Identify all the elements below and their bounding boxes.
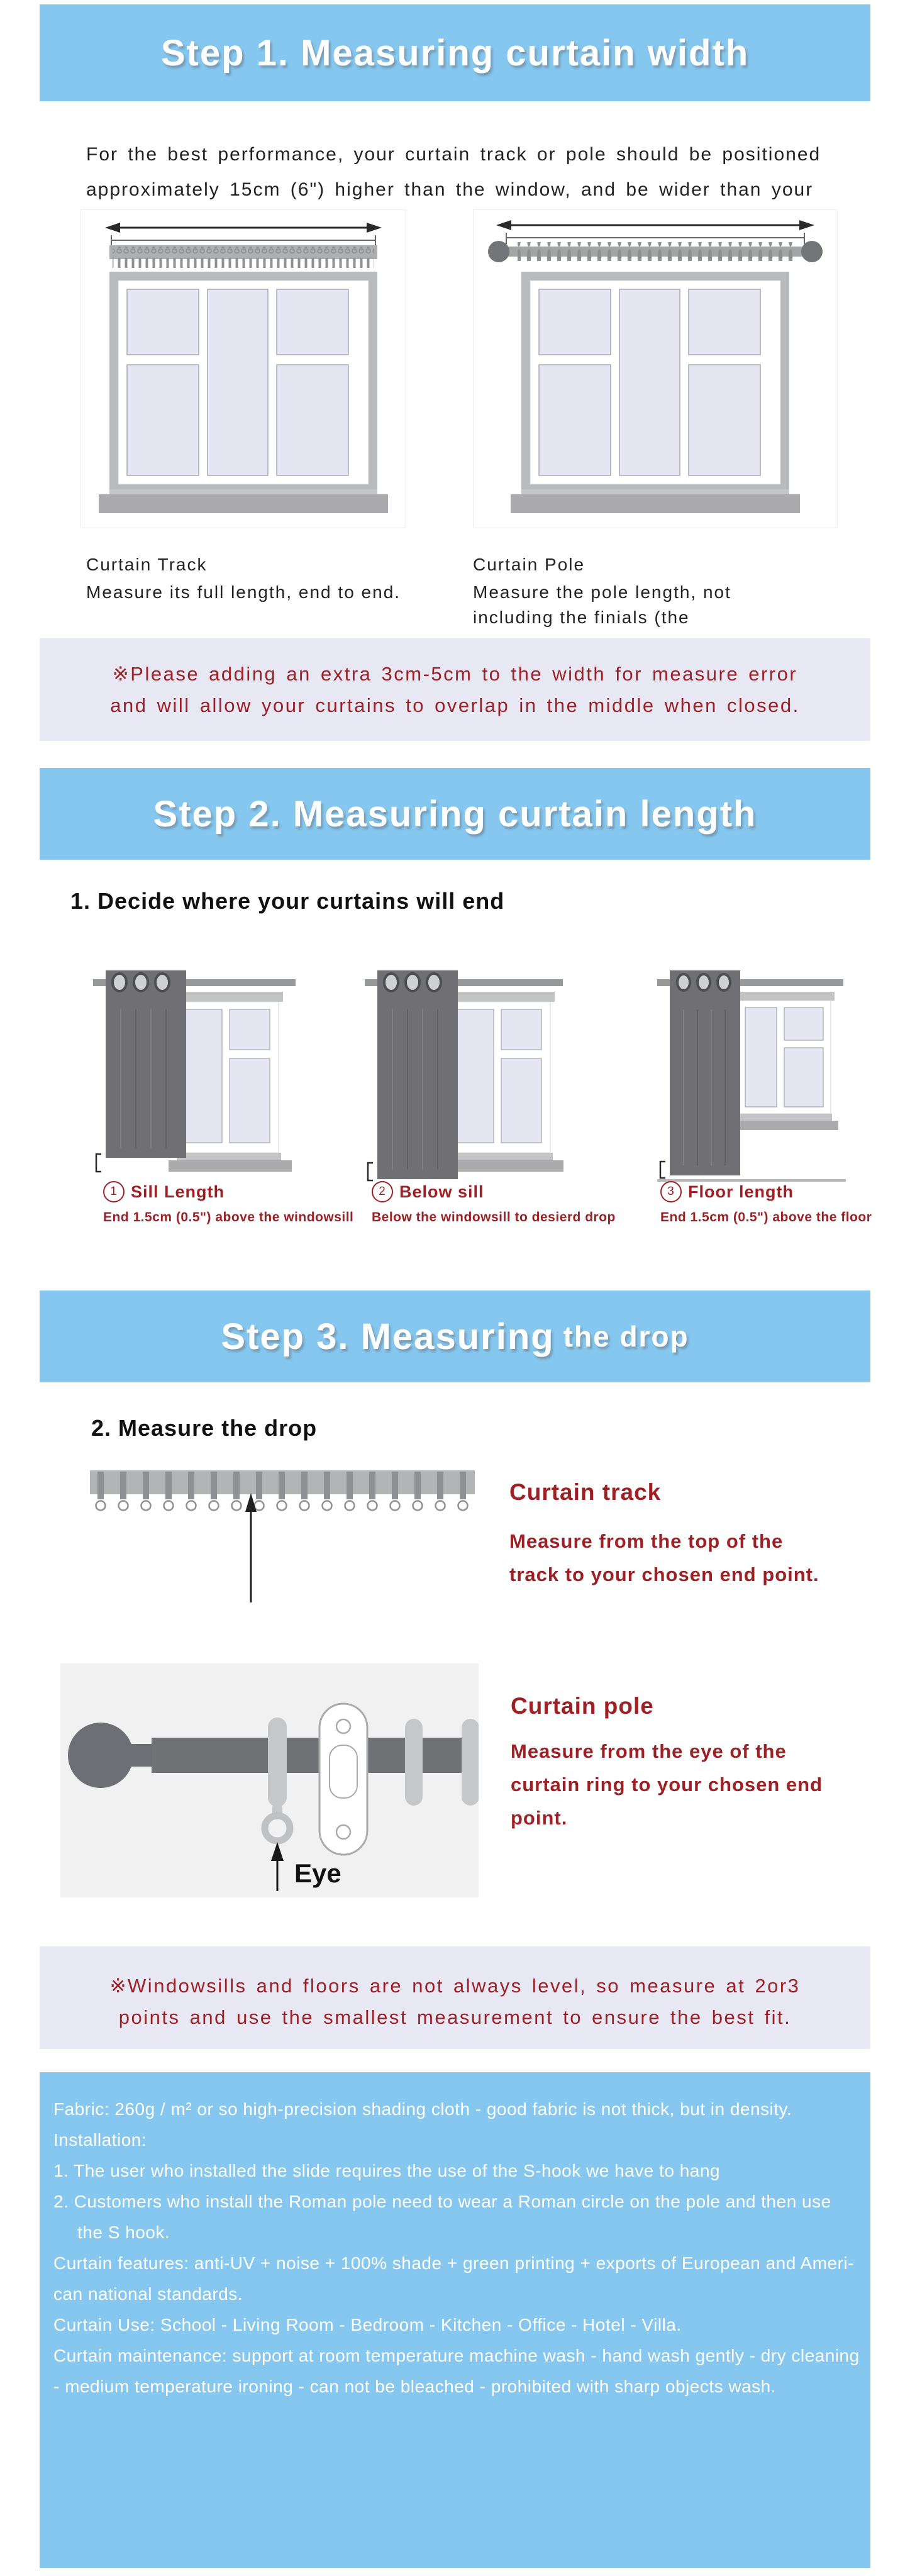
floor-length-caption bbox=[660, 1181, 910, 1225]
drop-note-line1: ※Windowsills and floors are not always level, so measure at 2or3 bbox=[109, 1975, 801, 1997]
floor-length-title: Floor length bbox=[688, 1182, 794, 1201]
drop-track-drawing bbox=[90, 1469, 476, 1604]
window-with-pole-drawing bbox=[474, 210, 837, 528]
window-with-track-drawing bbox=[81, 210, 406, 528]
finial-ball bbox=[68, 1723, 133, 1788]
below-sill-illustration bbox=[365, 965, 572, 1187]
width-note-box bbox=[40, 638, 870, 741]
drop-track-title: Curtain track bbox=[509, 1479, 662, 1505]
pole-caption-line1: Measure the pole length, not bbox=[473, 582, 731, 602]
window-drawing bbox=[109, 272, 377, 493]
step3-heading: 2. Measure the drop bbox=[91, 1415, 318, 1441]
sill-length-caption bbox=[103, 1181, 367, 1225]
drop-pole-line1: Measure from the eye of the bbox=[511, 1740, 787, 1762]
pole-caption-line2: including the finials (the bbox=[473, 608, 690, 627]
info-features-2: can national standards. bbox=[53, 2284, 243, 2304]
step3-banner-main: Step 3. Measuring bbox=[221, 1316, 555, 1357]
drop-pole-line2: curtain ring to your chosen end bbox=[511, 1774, 823, 1796]
step1-intro-line1: For the best performance, your curtain track or pole should be positioned bbox=[86, 144, 821, 165]
sill-length-drawing bbox=[93, 965, 301, 1184]
sill-length-desc: End 1.5cm (0.5") above the windowsill bbox=[103, 1210, 354, 1224]
drop-pole-line3: point. bbox=[511, 1807, 568, 1829]
info-maintenance-2: - medium temperature ironing - can not be bleached - prohibited with sharp objects wash. bbox=[53, 2377, 777, 2396]
drop-pole-body bbox=[511, 1735, 888, 1835]
curtain-panel bbox=[106, 970, 186, 1158]
width-note-line2: and will allow your curtains to overlap in the middle when closed. bbox=[110, 694, 800, 716]
info-installation: Installation: bbox=[53, 2130, 147, 2150]
step1-banner bbox=[40, 4, 870, 101]
info-fabric: Fabric: 260g / m² or so high-precision shading cloth - good fabric is not thick, but in density. bbox=[53, 2099, 792, 2119]
circled-number-1: 1 bbox=[103, 1181, 125, 1202]
step2-banner-title: Step 2. Measuring curtain length bbox=[153, 793, 757, 835]
step1-intro-line2: approximately 15cm (6") higher than the window, and be wider than your bbox=[86, 179, 814, 200]
measure-bracket bbox=[111, 235, 375, 247]
width-arrow-icon bbox=[496, 220, 814, 230]
below-sill-desc: Below the windowsill to desierd drop bbox=[372, 1210, 616, 1224]
drop-track-body bbox=[509, 1524, 862, 1591]
step3-banner bbox=[40, 1291, 870, 1382]
drop-track-line1: Measure from the top of the bbox=[509, 1530, 784, 1552]
width-note-line1: ※Please adding an extra 3cm-5cm to the width for measure error bbox=[112, 663, 798, 685]
drop-note-line2: points and use the smallest measurement to ensure the best fit. bbox=[118, 2006, 792, 2028]
measure-mark bbox=[660, 1162, 665, 1178]
curtain-track-width-illustration bbox=[80, 209, 406, 528]
drop-track-illustration bbox=[90, 1469, 476, 1607]
info-maintenance-1: Curtain maintenance: support at room temperature machine wash - hand wash gently - dry cleaning bbox=[53, 2346, 860, 2365]
below-sill-drawing bbox=[365, 965, 572, 1184]
track-caption-body: Measure its full length, end to end. bbox=[86, 582, 401, 602]
drop-note-box bbox=[40, 1946, 870, 2049]
windowsill bbox=[511, 489, 800, 513]
step2-heading: 1. Decide where your curtains will end bbox=[70, 888, 505, 914]
window-partial bbox=[169, 992, 292, 1172]
circled-number-2: 2 bbox=[372, 1181, 393, 1202]
curtain-pole-width-illustration bbox=[473, 209, 838, 528]
left-finial bbox=[488, 241, 509, 262]
step1-banner-title: Step 1. Measuring curtain width bbox=[160, 32, 750, 74]
pole-caption bbox=[473, 552, 850, 630]
circled-number-3: 3 bbox=[660, 1181, 682, 1202]
info-install-1: 1. The user who installed the slide requires the use of the S-hook we have to hang bbox=[53, 2161, 721, 2180]
info-install-2b: the S hook. bbox=[77, 2223, 170, 2242]
curtain-panel bbox=[377, 970, 458, 1179]
finial-neck bbox=[130, 1744, 153, 1767]
track-caption-title: Curtain Track bbox=[86, 555, 208, 574]
pole-caption-title: Curtain Pole bbox=[473, 555, 585, 574]
drop-pole-title: Curtain pole bbox=[511, 1693, 654, 1719]
eye-label: Eye bbox=[294, 1858, 341, 1888]
drop-pole-illustration bbox=[60, 1663, 479, 1901]
right-finial bbox=[801, 241, 823, 262]
windowsill bbox=[99, 489, 388, 513]
window-partial bbox=[440, 992, 563, 1172]
step2-banner bbox=[40, 768, 870, 860]
curtain-pole-bar bbox=[488, 241, 823, 262]
below-sill-title: Below sill bbox=[399, 1182, 484, 1201]
drop-pole-drawing bbox=[60, 1663, 479, 1897]
info-install-2: 2. Customers who install the Roman pole need to wear a Roman circle on the pole and then use bbox=[53, 2192, 831, 2211]
floor-length-illustration bbox=[657, 965, 846, 1187]
up-arrow-icon bbox=[245, 1493, 257, 1602]
floor-length-desc: End 1.5cm (0.5") above the floor bbox=[660, 1210, 872, 1224]
measure-mark bbox=[368, 1163, 373, 1180]
pole-bracket bbox=[319, 1704, 367, 1855]
pole-bar bbox=[152, 1738, 479, 1773]
pole-ring bbox=[462, 1719, 479, 1806]
pole-ring bbox=[405, 1719, 423, 1806]
track-hooks bbox=[92, 1472, 472, 1516]
width-arrow-icon bbox=[105, 223, 382, 233]
curtain-panel bbox=[670, 970, 740, 1175]
curtain-track-bar bbox=[109, 245, 377, 268]
track-caption bbox=[86, 552, 438, 605]
product-info-box bbox=[40, 2072, 870, 2568]
window-drawing bbox=[521, 272, 789, 493]
info-use: Curtain Use: School - Living Room - Bedroom - Kitchen - Office - Hotel - Villa. bbox=[53, 2315, 682, 2334]
info-features-1: Curtain features: anti-UV + noise + 100% shade + green printing + exports of European and Ameri- bbox=[53, 2253, 854, 2273]
floor-length-drawing bbox=[657, 965, 846, 1184]
sill-length-illustration bbox=[93, 965, 301, 1187]
measure-mark bbox=[96, 1154, 101, 1172]
below-sill-caption bbox=[372, 1181, 636, 1225]
step3-banner-sub: the drop bbox=[563, 1320, 689, 1353]
step1-intro bbox=[86, 137, 866, 208]
drop-track-line2: track to your chosen end point. bbox=[509, 1563, 819, 1585]
window-partial bbox=[730, 992, 838, 1130]
sill-length-title: Sill Length bbox=[131, 1182, 225, 1201]
